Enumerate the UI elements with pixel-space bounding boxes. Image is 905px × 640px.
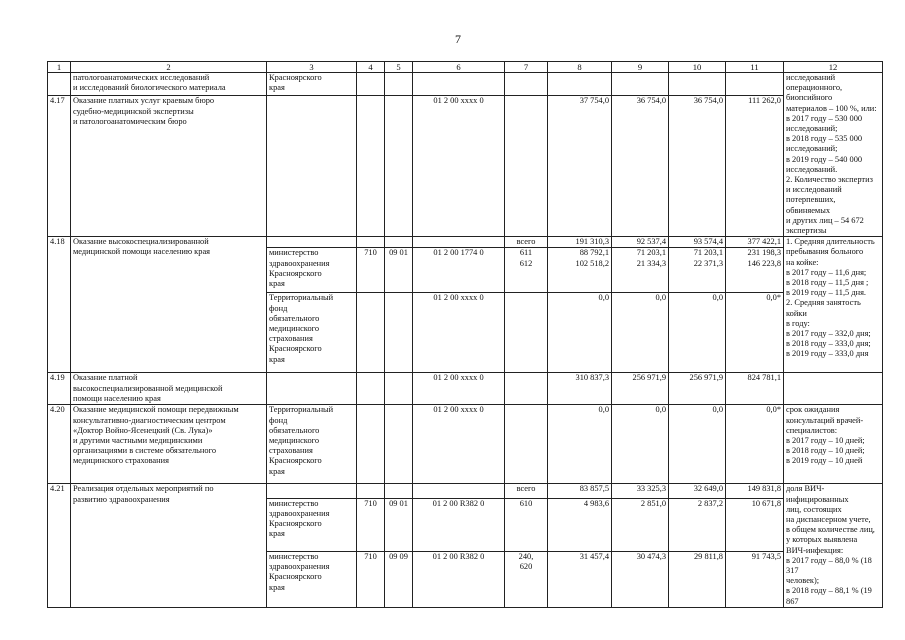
header-cell: 5	[385, 62, 413, 73]
row-executor: министерство здравоохранения Красноярского края	[267, 498, 357, 551]
row-total-label: всего	[505, 484, 548, 498]
table-row-4-17	[48, 96, 883, 237]
row-vr: 240, 620	[505, 552, 548, 608]
row-kbk: 01 2 00 R382 0	[413, 498, 505, 551]
row-number: 4.17	[48, 96, 71, 237]
value-2017: 310 837,3	[548, 373, 612, 405]
page-number: 7	[455, 32, 461, 46]
value-2017: 31 457,4	[548, 552, 612, 608]
header-cell: 12	[784, 62, 883, 73]
row-name: Оказание платной высокоспециализированной медицинской помощи населению края	[71, 373, 267, 405]
header-cell: 7	[505, 62, 548, 73]
value-total: 111 262,0	[726, 96, 784, 237]
table-row-continuation	[48, 73, 883, 96]
budget-table	[47, 61, 883, 608]
value-2018: 2 851,0	[612, 498, 669, 551]
value-total: 149 831,8	[726, 484, 784, 498]
row-section: 09 09	[385, 552, 413, 608]
value-2018: 0,0	[612, 405, 669, 484]
value-total: 10 671,8	[726, 498, 784, 551]
row-number: 4.18	[48, 237, 71, 373]
row-name: патологоанатомических исследований и исследований биологического материала	[71, 73, 267, 96]
header-cell: 3	[267, 62, 357, 73]
row-grbs: 710	[357, 498, 385, 551]
row-kbk: 01 2 00 хххх 0	[413, 293, 505, 373]
value-total: 91 743,5	[726, 552, 784, 608]
value-2019: 256 971,9	[669, 373, 726, 405]
row-section: 09 01	[385, 498, 413, 551]
value-2018: 36 754,0	[612, 96, 669, 237]
row-kbk: 01 2 00 хххх 0	[413, 373, 505, 405]
value-2017: 0,0	[548, 293, 612, 373]
header-cell: 1	[48, 62, 71, 73]
row-executor: Территориальный фонд обязательного медицинского страхования Красноярского края	[267, 293, 357, 373]
row-executor: Красноярского края	[267, 73, 357, 96]
row-kbk: 01 2 00 R382 0	[413, 552, 505, 608]
value-2018: 256 971,9	[612, 373, 669, 405]
header-cell: 8	[548, 62, 612, 73]
value-2019: 32 649,0	[669, 484, 726, 498]
header-cell: 6	[413, 62, 505, 73]
row-section: 09 01	[385, 248, 413, 293]
row-indicator: исследований операционного, биопсийного материалов – 100 %, или: в 2017 году – 530 000 исследований; в 2018 году – 535 000 исследований; в 2019 году – 540 000 исследований. 2. Количество экспертиз и исследований потерпевших, обвиняемых и других лиц – 54 672 экспертизы	[784, 73, 883, 237]
table-row-4-19	[48, 373, 883, 405]
row-kbk: 01 2 00 хххх 0	[413, 405, 505, 484]
row-vr: 611 612	[505, 248, 548, 293]
row-vr: 610	[505, 498, 548, 551]
header-cell: 9	[612, 62, 669, 73]
value-2018: 30 474,3	[612, 552, 669, 608]
value-total: 377 422,1	[726, 237, 784, 248]
value-2019: 71 203,1 22 371,3	[669, 248, 726, 293]
row-number: 4.21	[48, 484, 71, 607]
row-executor: министерство здравоохранения Красноярского края	[267, 248, 357, 293]
row-name: Оказание высокоспециализированной медицинской помощи населению края	[71, 237, 267, 373]
header-cell: 11	[726, 62, 784, 73]
table-row-4-20	[48, 405, 883, 484]
value-2017: 37 754,0	[548, 96, 612, 237]
value-2019: 36 754,0	[669, 96, 726, 237]
value-2019: 0,0	[669, 405, 726, 484]
row-indicator: 1. Средняя длительность пребывания больного на койке: в 2017 году – 11,6 дня; в 2018 году – 11,5 дня ; в 2019 году – 11,5 дня. 2. Средняя занятость койки в году: в 2017 году – 332,0 дня; в 2018 году – 333,0 дня; в 2019 году – 333,0 дня	[784, 237, 883, 373]
value-2018: 71 203,1 21 334,3	[612, 248, 669, 293]
value-total: 0,0*	[726, 405, 784, 484]
row-grbs: 710	[357, 248, 385, 293]
value-2017: 0,0	[548, 405, 612, 484]
row-executor: Территориальный фонд обязательного медицинского страхования Красноярского края	[267, 405, 357, 484]
value-total: 824 781,1	[726, 373, 784, 405]
value-2017: 191 310,3	[548, 237, 612, 248]
table-row-4-18-total	[48, 237, 883, 248]
value-total: 0,0*	[726, 293, 784, 373]
header-cell: 2	[71, 62, 267, 73]
row-kbk: 01 2 00 хххх 0	[413, 96, 505, 237]
table-row-4-21-total	[48, 484, 883, 498]
value-2017: 83 857,5	[548, 484, 612, 498]
value-2019: 0,0	[669, 293, 726, 373]
row-name: Оказание платных услуг краевым бюро судебно-медицинской экспертизы и патологоанатомическим бюро	[71, 96, 267, 237]
header-cell: 10	[669, 62, 726, 73]
row-grbs: 710	[357, 552, 385, 608]
value-2018: 0,0	[612, 293, 669, 373]
row-name: Оказание медицинской помощи передвижным консультативно-диагностическим центром «Доктор Войно-Ясенецкий (Св. Лука)» и другими частными медицинскими организациями в системе обязательного медицинского страхования	[71, 405, 267, 484]
row-number: 4.19	[48, 373, 71, 405]
row-number: 4.20	[48, 405, 71, 484]
value-2019: 2 837,2	[669, 498, 726, 551]
value-2018: 33 325,3	[612, 484, 669, 498]
row-total-label: всего	[505, 237, 548, 248]
row-name: Реализация отдельных мероприятий по развитию здравоохранения	[71, 484, 267, 607]
value-2019: 93 574,4	[669, 237, 726, 248]
value-2019: 29 811,8	[669, 552, 726, 608]
header-cell: 4	[357, 62, 385, 73]
row-indicator: доля ВИЧ-инфицированных лиц, состоящих на диспансерном учете, в общем количестве лиц, у которых выявлена ВИЧ-инфекция: в 2017 году – 88,0 % (18 317 человек); в 2018 году – 88,1 % (19 867	[784, 484, 883, 607]
row-indicator: срок ожидания консультаций врачей- специалистов: в 2017 году – 10 дней; в 2018 году – 10 дней; в 2019 году – 10 дней	[784, 405, 883, 484]
row-kbk: 01 2 00 1774 0	[413, 248, 505, 293]
header-row	[48, 62, 883, 73]
value-2017: 4 983,6	[548, 498, 612, 551]
value-2017: 88 792,1 102 518,2	[548, 248, 612, 293]
value-total: 231 198,3 146 223,8	[726, 248, 784, 293]
row-executor: министерство здравоохранения Красноярского края	[267, 552, 357, 608]
value-2018: 92 537,4	[612, 237, 669, 248]
